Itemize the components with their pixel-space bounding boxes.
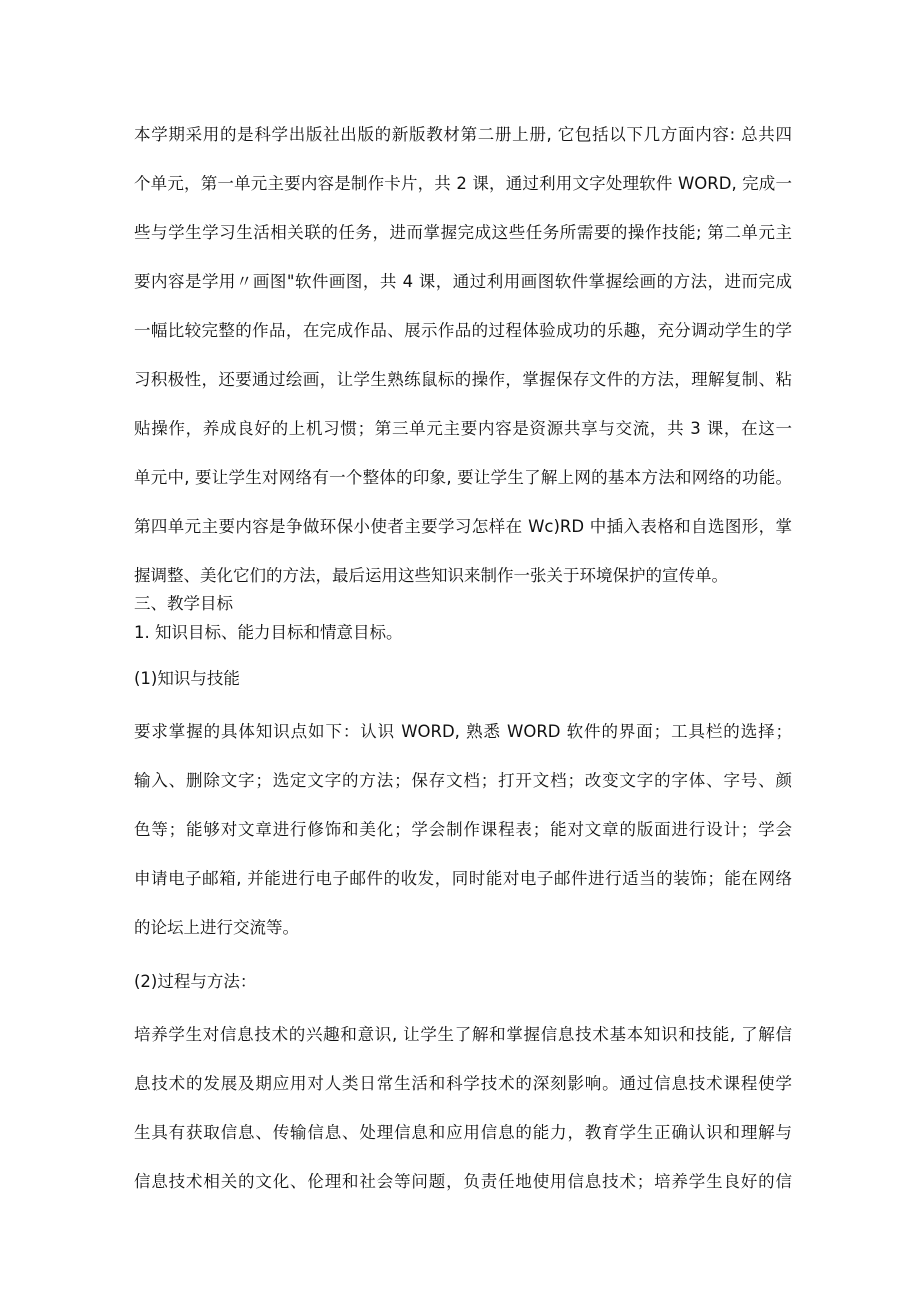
text-line: 握调整、美化它们的方法，最后运用这些知识来制作一张关于环境保护的宣传单。	[134, 566, 728, 585]
text-line: 要内容是学用〃画图"软件画图，共 4 课，通过利用画图软件掌握绘画的方法，进而完成	[134, 272, 792, 291]
text-line: 一幅比较完整的作品，在完成作品、展示作品的过程体验成功的乐趣，充分调动学生的学	[134, 321, 792, 340]
text-line: 贴操作，养成良好的上机习惯；第三单元主要内容是资源共享与交流，共 3 课，在这一	[134, 419, 792, 438]
text-line: 个单元，第一单元主要内容是制作卡片，共 2 课，通过利用文字处理软件 WORD, 完成一	[134, 174, 792, 193]
part-heading-knowledge-skills	[134, 654, 792, 703]
text-line: 要求掌握的具体知识点如下：认识 WORD, 熟悉 WORD 软件的界面；工具栏的选择；	[134, 722, 792, 741]
paragraph-knowledge-points	[134, 707, 792, 952]
text-line: 的论坛上进行交流等。	[134, 918, 299, 937]
text-line: 信息技术相关的文化、伦理和社会等问题，负责任地使用信息技术；培养学生良好的信	[134, 1172, 792, 1191]
text-line: 息技术的发展及期应用对人类日常生活和科学技术的深刻影响。通过信息技术课程使学	[134, 1074, 792, 1093]
text-line: 输入、删除文字；选定文字的方法；保存文档；打开文档；改变文字的字体、字号、颜	[134, 771, 792, 790]
text-line: 第四单元主要内容是争做环保小使者主要学习怎样在 Wc)RD 中插入表格和自选图形，掌	[134, 517, 792, 536]
text-line: 些与学生学习生活相关联的任务，进而掌握完成这些任务所需要的操作技能; 第二单元主	[134, 223, 792, 242]
text-line: (1)知识与技能	[134, 669, 240, 688]
text-line: 生具有获取信息、传输信息、处理信息和应用信息的能力，教育学生正确认识和理解与	[134, 1123, 792, 1142]
text-line: 申请电子邮箱, 并能进行电子邮件的收发，同时能对电子邮件进行适当的装饰；能在网络	[134, 869, 792, 888]
text-line: 本学期采用的是科学出版社出版的新版教材第二册上册, 它包括以下几方面内容: 总共四	[134, 125, 792, 144]
paragraph-course-overview	[134, 110, 792, 600]
text-line: 单元中, 要让学生对网络有一个整体的印象, 要让学生了解上网的基本方法和网络的功能。	[134, 468, 792, 487]
text-line: 培养学生对信息技术的兴趣和意识, 让学生了解和掌握信息技术基本知识和技能, 了解信	[134, 1025, 792, 1044]
subsection-heading: 1. 知识目标、能力目标和情意目标。	[134, 623, 403, 642]
text-line: 色等；能够对文章进行修饰和美化；学会制作课程表；能对文章的版面进行设计；学会	[134, 820, 792, 839]
text-line: (2)过程与方法：	[134, 972, 257, 991]
text-line: 习积极性，还要通过绘画，让学生熟练鼠标的操作，掌握保存文件的方法，理解复制、粘	[134, 370, 792, 389]
paragraph-process-method	[134, 1010, 792, 1206]
section-heading: 三、教学目标	[134, 594, 233, 613]
part-heading-process-method	[134, 957, 792, 1006]
